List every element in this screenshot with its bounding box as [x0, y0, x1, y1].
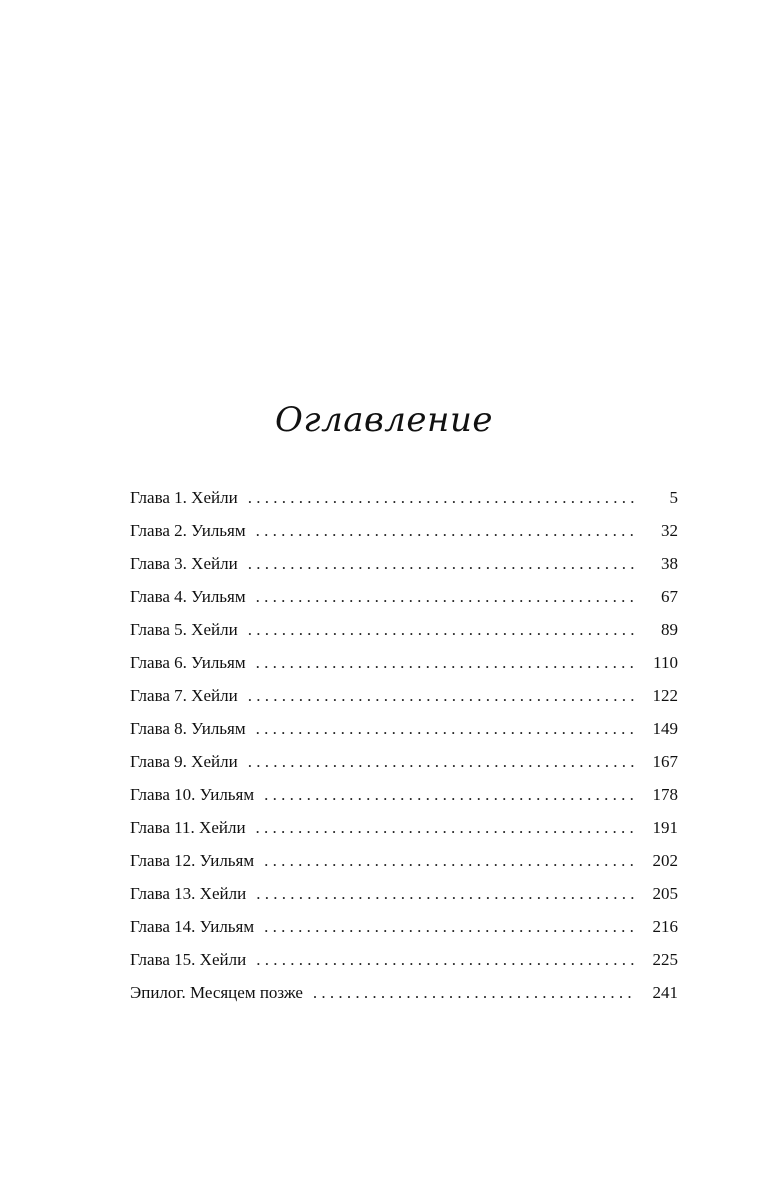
toc-entry-page: 38 [661, 554, 678, 573]
toc-entry [130, 547, 678, 580]
toc-list [130, 481, 678, 1009]
toc-entry [130, 745, 678, 778]
toc-entry-label: Глава 14. Уильям [130, 917, 255, 936]
toc-entry [130, 514, 678, 547]
toc-entry [130, 778, 678, 811]
toc-entry-label: Эпилог. Месяцем позже [130, 983, 303, 1002]
toc-entry-label: Глава 1. Хейли [130, 488, 238, 507]
toc-leader-dots [248, 481, 634, 514]
toc-entry-label: Глава 6. Уильям [130, 653, 246, 672]
toc-leader-dots [264, 910, 634, 943]
toc-entry-label: Глава 4. Уильям [130, 587, 246, 606]
toc-leader-dots [248, 679, 634, 712]
toc-entry-label: Глава 7. Хейли [130, 686, 238, 705]
toc-leader-dots [256, 514, 634, 547]
toc-entry [130, 844, 678, 877]
toc-leader-dots [256, 877, 634, 910]
toc-leader-dots [264, 778, 634, 811]
toc-entry-label: Глава 8. Уильям [130, 719, 246, 738]
toc-leader-dots [256, 811, 634, 844]
toc-leader-dots [264, 844, 634, 877]
toc-entry-page: 32 [661, 521, 678, 540]
toc-entry-page: 216 [652, 917, 678, 936]
toc-entry-page: 178 [652, 785, 678, 804]
toc-leader-dots [248, 547, 634, 580]
toc-entry-page: 167 [652, 752, 678, 771]
toc-entry-page: 67 [661, 587, 678, 606]
toc-entry [130, 712, 678, 745]
toc-entry-label: Глава 12. Уильям [130, 851, 255, 870]
toc-entry-page: 110 [653, 653, 678, 672]
toc-entry [130, 679, 678, 712]
toc-entry-page: 122 [652, 686, 678, 705]
toc-leader-dots [248, 613, 634, 646]
toc-leader-dots [256, 580, 634, 613]
toc-entry-page: 5 [669, 488, 678, 507]
toc-entry-epilogue [130, 976, 678, 1009]
toc-leader-dots [256, 943, 634, 976]
toc-entry-page: 89 [661, 620, 678, 639]
toc-entry-label: Глава 9. Хейли [130, 752, 238, 771]
toc-entry-label: Глава 5. Хейли [130, 620, 238, 639]
toc-entry-label: Глава 11. Хейли [130, 818, 246, 837]
toc-entry [130, 580, 678, 613]
toc-leader-dots [248, 745, 634, 778]
toc-entry-page: 149 [652, 719, 678, 738]
toc-entry [130, 646, 678, 679]
toc-entry [130, 811, 678, 844]
toc-leader-dots [256, 646, 634, 679]
toc-entry [130, 613, 678, 646]
toc-entry-page: 241 [652, 983, 678, 1002]
toc-entry-label: Глава 13. Хейли [130, 884, 247, 903]
toc-entry-page: 225 [652, 950, 678, 969]
toc-entry-page: 202 [652, 851, 678, 870]
toc-title: Оглавление [275, 400, 493, 440]
toc-entry [130, 943, 678, 976]
toc-entry-label: Глава 10. Уильям [130, 785, 255, 804]
toc-entry [130, 877, 678, 910]
toc-entry-label: Глава 2. Уильям [130, 521, 246, 540]
toc-entry-page: 191 [652, 818, 678, 837]
toc-entry-label: Глава 3. Хейли [130, 554, 238, 573]
toc-leader-dots [256, 712, 634, 745]
toc-leader-dots [313, 976, 634, 1009]
toc-entry-page: 205 [652, 884, 678, 903]
toc-entry-label: Глава 15. Хейли [130, 950, 247, 969]
toc-entry [130, 481, 678, 514]
toc-entry [130, 910, 678, 943]
